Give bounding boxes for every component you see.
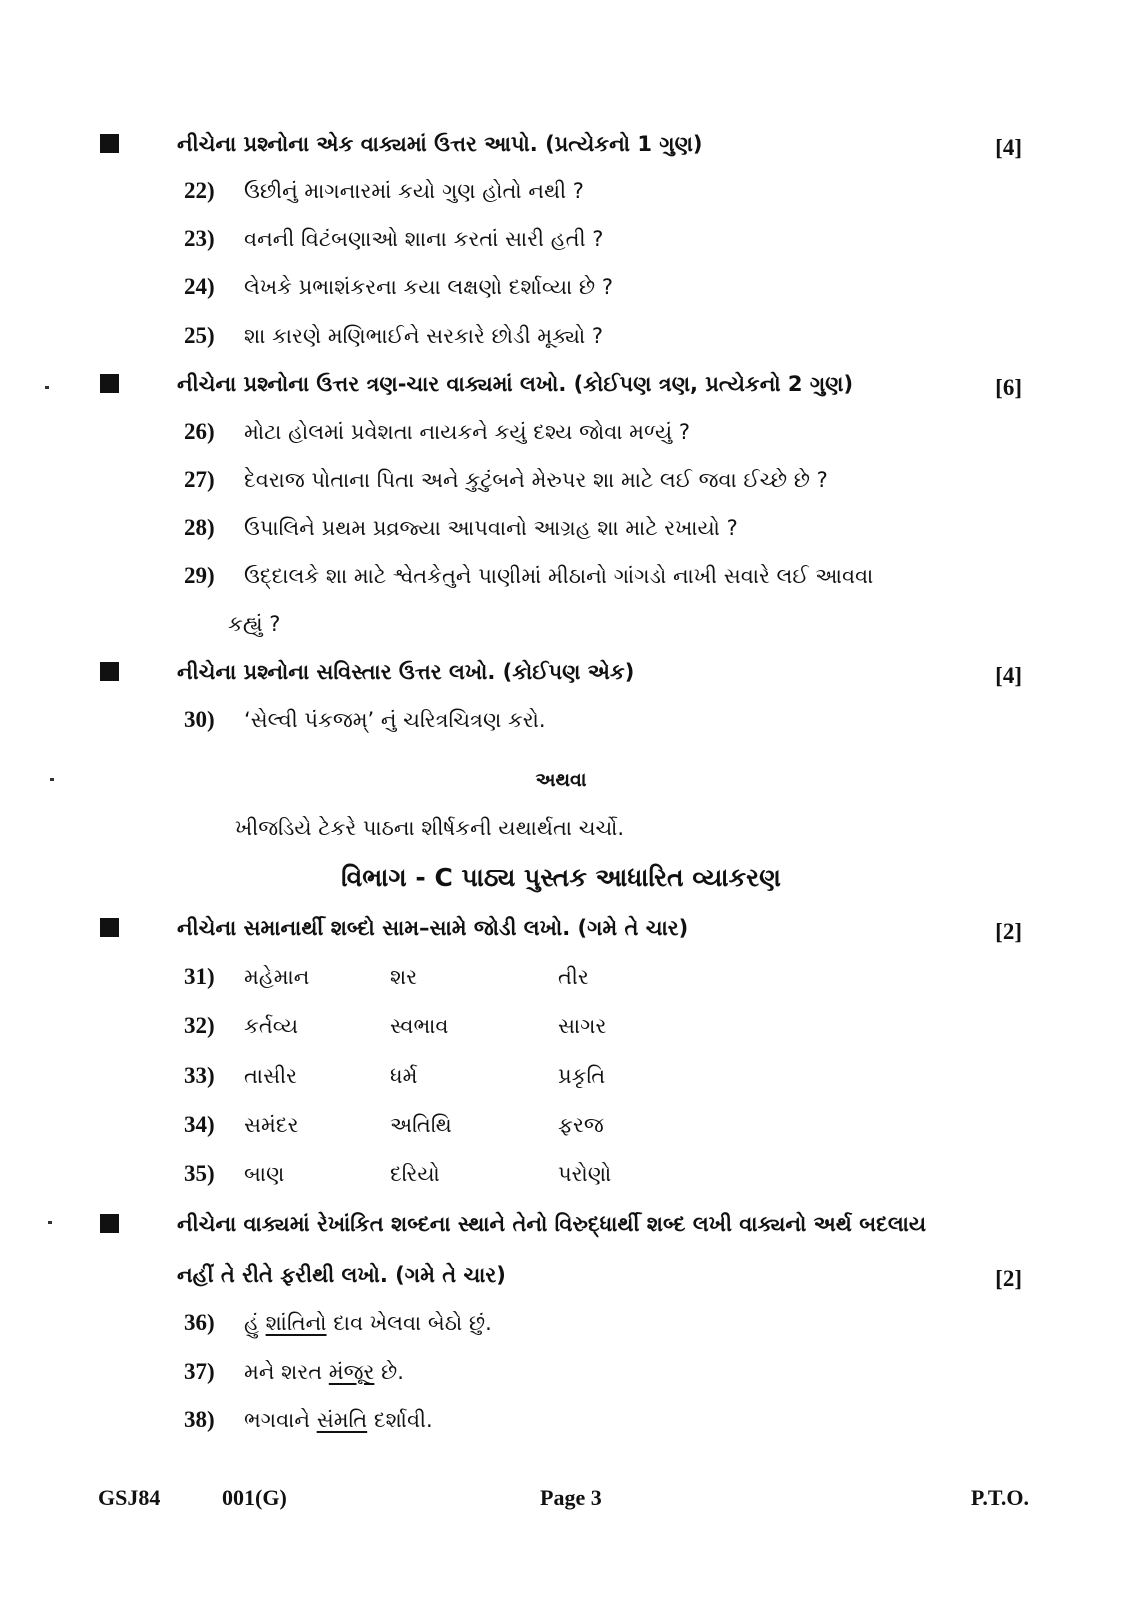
question-text: શા કારણે મણિભાઈને સરકારે છોડી મૂક્યો ? bbox=[244, 324, 604, 348]
question-number: 34) bbox=[184, 1112, 215, 1137]
instruction-text: નીચેના વાક્યમાં રેખાંકિત શબ્દના સ્થાને તેનો વિરુદ્ધાર્થી શબ્દ લખી વાક્યનો અર્થ બદલાય bbox=[177, 1212, 927, 1236]
marks-label: [2] bbox=[995, 919, 1022, 944]
word-column-b: દરિયો bbox=[390, 1162, 440, 1186]
question-number: 36) bbox=[184, 1310, 215, 1335]
question-24 bbox=[0, 267, 1122, 307]
text-before: હું bbox=[244, 1311, 266, 1335]
word-column-a: મહેમાન bbox=[244, 965, 310, 989]
question-number: 26) bbox=[184, 419, 215, 444]
question-30 bbox=[0, 700, 1122, 740]
question-38 bbox=[0, 1400, 1122, 1440]
text-before: મને શરત bbox=[244, 1360, 329, 1384]
instruction-text: નીચેના પ્રશ્નોના સવિસ્તાર ઉત્તર લખો. (કોઈપણ એક) bbox=[177, 660, 635, 684]
text-after: છે. bbox=[374, 1360, 404, 1384]
scan-speck bbox=[45, 386, 49, 389]
marks-label: [4] bbox=[995, 135, 1022, 160]
word-column-a: બાણ bbox=[244, 1162, 285, 1186]
question-number: 23) bbox=[184, 226, 215, 251]
word-column-c: તીર bbox=[558, 965, 589, 989]
question-text: ઉછીનું માગનારમાં કયો ગુણ હોતો નથી ? bbox=[244, 179, 584, 203]
question-text: ‘સેલ્વી પંકજમ્’ નું ચરિત્રચિત્રણ કરો. bbox=[244, 708, 546, 732]
square-bullet-icon bbox=[100, 662, 119, 681]
question-number: 22) bbox=[184, 178, 215, 203]
question-26 bbox=[0, 412, 1122, 452]
footer-page-number: Page 3 bbox=[540, 1485, 602, 1510]
synonym-row bbox=[0, 957, 1122, 997]
question-text: ઉદ્દાલકે શા માટે શ્વેતકેતુને પાણીમાં મીઠાનો ગાંગડો નાખી સવારે લઈ આવવા bbox=[244, 564, 874, 588]
question-29 bbox=[0, 556, 1122, 596]
question-text: મોટા હોલમાં પ્રવેશતા નાયકને કયું દશ્ય જોવા મળ્યું ? bbox=[244, 420, 691, 444]
square-bullet-icon bbox=[100, 134, 119, 153]
question-number: 32) bbox=[184, 1013, 215, 1038]
question-22 bbox=[0, 171, 1122, 211]
question-text: લેખકે પ્રભાશંકરના કયા લક્ષણો દર્શાવ્યા છે ? bbox=[244, 275, 613, 299]
question-text: દેવરાજ પોતાના પિતા અને કુટુંબને મેરુપર શા માટે લઈ જવા ઈચ્છે છે ? bbox=[244, 468, 828, 492]
instruction-text: નીચેના પ્રશ્નોના ઉત્તર ત્રણ-ચાર વાક્યમાં લખો. (કોઈપણ ત્રણ, પ્રત્યેકનો 2 ગુણ) bbox=[177, 372, 854, 396]
question-number: 28) bbox=[184, 515, 215, 540]
text-before: ભગવાને bbox=[244, 1408, 317, 1432]
instruction-text-continued: નહીં તે રીતે ફરીથી લખો. (ગમે તે ચાર) bbox=[177, 1263, 506, 1287]
marks-label: [4] bbox=[995, 663, 1022, 688]
question-25 bbox=[0, 316, 1122, 356]
question-text bbox=[244, 1303, 492, 1343]
section-c-title: વિભાગ - C પાઠ્ય પુસ્તક આધારિત વ્યાકરણ bbox=[341, 863, 781, 892]
question-number: 38) bbox=[184, 1407, 215, 1432]
question-text-continued: કહ્યું ? bbox=[228, 612, 281, 636]
question-29-continued bbox=[0, 604, 1122, 644]
question-27 bbox=[0, 460, 1122, 500]
text-after: દાવ ખેલવા બેઠો છું. bbox=[326, 1311, 492, 1335]
word-column-c: પરોણો bbox=[558, 1162, 612, 1186]
question-text: વનની વિટંબણાઓ શાના કરતાં સારી હતી ? bbox=[244, 227, 604, 251]
instruction-antonyms-continued bbox=[0, 1255, 1122, 1295]
word-column-b: શર bbox=[390, 965, 418, 989]
marks-label: [6] bbox=[995, 375, 1022, 400]
scan-speck bbox=[50, 778, 54, 781]
synonym-row bbox=[0, 1006, 1122, 1046]
word-column-a: સમંદર bbox=[244, 1113, 299, 1137]
question-number: 33) bbox=[184, 1063, 215, 1088]
question-text bbox=[244, 1400, 433, 1440]
word-column-c: ફરજ bbox=[558, 1113, 604, 1137]
word-column-c: પ્રકૃતિ bbox=[558, 1064, 606, 1088]
question-36 bbox=[0, 1303, 1122, 1343]
question-30-alternative bbox=[0, 808, 1122, 848]
synonym-row bbox=[0, 1105, 1122, 1145]
footer-paper-code: 001(G) bbox=[222, 1485, 287, 1510]
question-number: 25) bbox=[184, 323, 215, 348]
instruction-three-four bbox=[0, 364, 1122, 404]
square-bullet-icon bbox=[100, 918, 119, 937]
instruction-antonyms bbox=[0, 1204, 1122, 1244]
underlined-word: મંજૂર bbox=[328, 1360, 375, 1384]
word-column-b: અતિથિ bbox=[390, 1113, 452, 1137]
instruction-text: નીચેના સમાનાર્થી શબ્દો સામ–સામે જોડી લખો. (ગમે તે ચાર) bbox=[177, 916, 689, 940]
question-28 bbox=[0, 508, 1122, 548]
square-bullet-icon bbox=[100, 374, 119, 393]
scan-speck bbox=[48, 1221, 52, 1224]
instruction-one-sentence bbox=[0, 124, 1122, 164]
word-column-b: સ્વભાવ bbox=[390, 1014, 449, 1038]
question-number: 37) bbox=[184, 1359, 215, 1384]
square-bullet-icon bbox=[100, 1214, 119, 1233]
footer-pto: P.T.O. bbox=[970, 1485, 1029, 1510]
or-label: અથવા bbox=[535, 769, 587, 791]
word-column-b: ધર્મ bbox=[390, 1064, 418, 1088]
question-number: 31) bbox=[184, 964, 215, 989]
question-37 bbox=[0, 1352, 1122, 1392]
question-number: 29) bbox=[184, 563, 215, 588]
question-number: 24) bbox=[184, 274, 215, 299]
underlined-word: શાંતિનો bbox=[265, 1311, 327, 1335]
question-text: ઉપાલિને પ્રથમ પ્રવ્રજ્યા આપવાનો આગ્રહ શા માટે રખાયો ? bbox=[244, 516, 738, 540]
question-text: ખીજડિયે ટેકરે પાઠના શીર્ષકની યથાર્થતા ચર્ચો. bbox=[235, 816, 625, 840]
synonym-row bbox=[0, 1154, 1122, 1194]
question-number: 27) bbox=[184, 467, 215, 492]
text-after: દર્શાવી. bbox=[367, 1408, 433, 1432]
marks-label: [2] bbox=[995, 1266, 1022, 1291]
instruction-detailed bbox=[0, 652, 1122, 692]
question-text bbox=[244, 1352, 404, 1392]
word-column-a: તાસીર bbox=[244, 1064, 297, 1088]
synonym-row bbox=[0, 1056, 1122, 1096]
word-column-a: કર્તવ્ય bbox=[244, 1014, 299, 1038]
footer-code: GSJ84 bbox=[98, 1485, 161, 1510]
word-column-c: સાગર bbox=[558, 1014, 607, 1038]
instruction-synonyms bbox=[0, 908, 1122, 948]
question-23 bbox=[0, 219, 1122, 259]
question-number: 30) bbox=[184, 707, 215, 732]
instruction-text: નીચેના પ્રશ્નોના એક વાક્યમાં ઉત્તર આપો. (પ્રત્યેકનો 1 ગુણ) bbox=[177, 132, 703, 156]
question-number: 35) bbox=[184, 1161, 215, 1186]
underlined-word: સંમતિ bbox=[316, 1408, 368, 1432]
